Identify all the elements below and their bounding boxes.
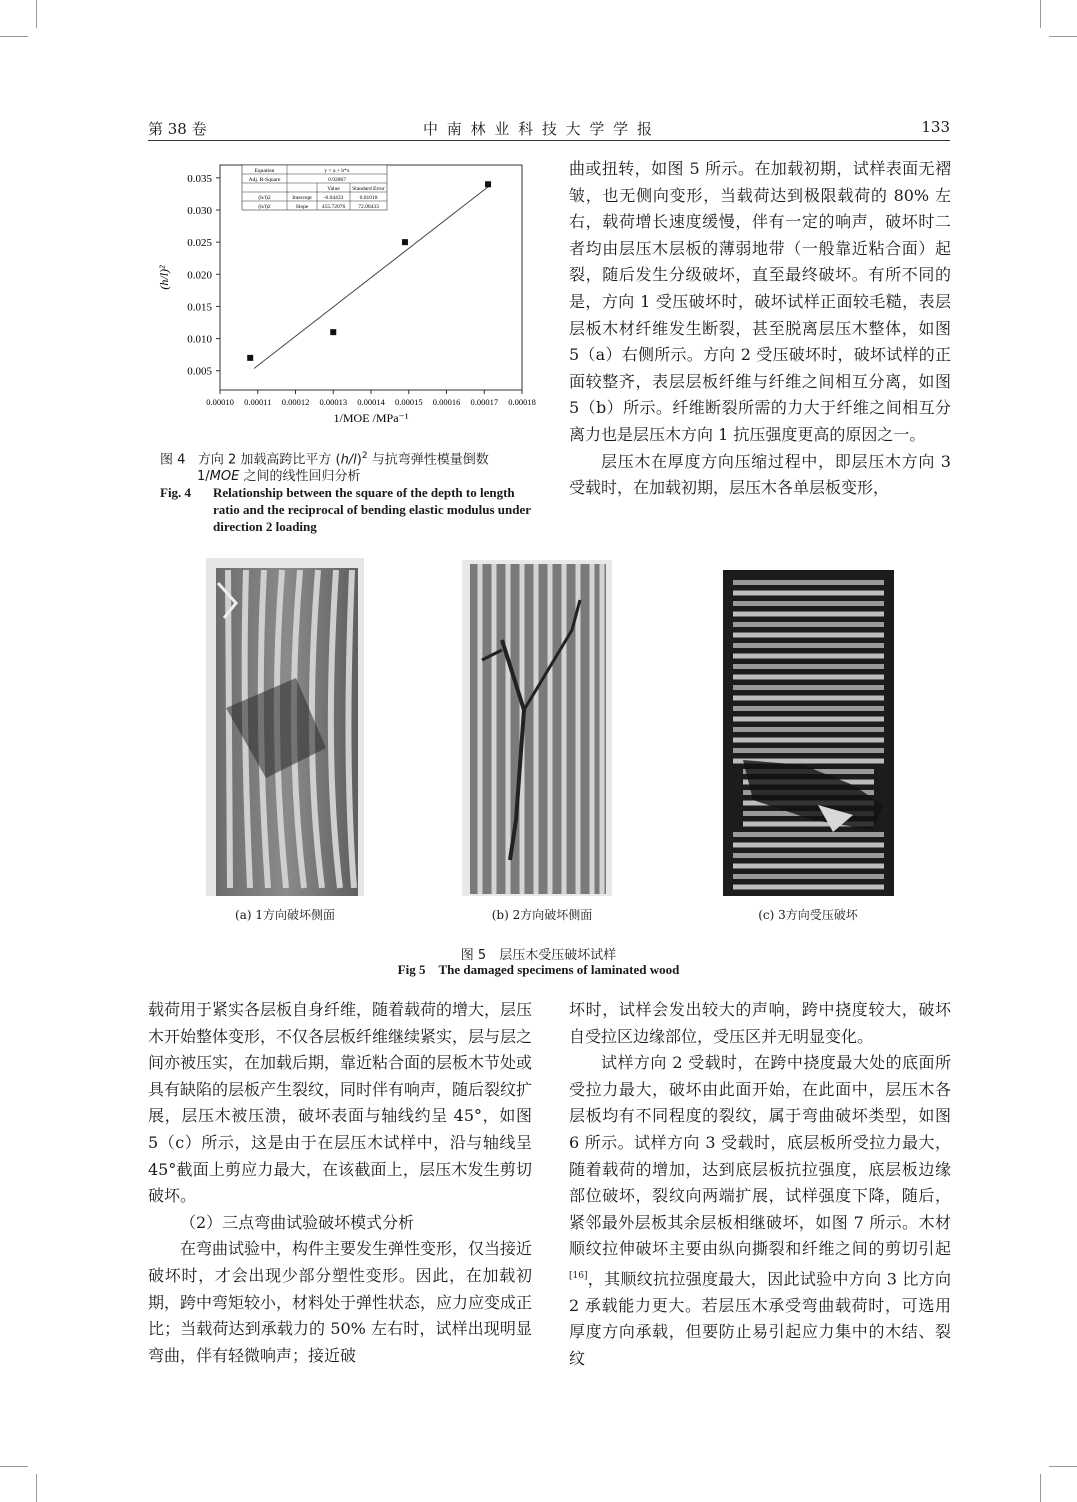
ply-layer <box>733 664 884 669</box>
paragraph: 在弯曲试验中，构件主要发生弹性变形，仅当接近破坏时，才会出现少部分塑性变形。因此，在加载初期，跨中弯矩较小，材料处于弹性状态，应力应变成正比；当载荷达到承载力的 50% 左右时，试样出现明显弯曲，伴有轻微响声；接近破 <box>148 1239 533 1365</box>
crop-mark <box>0 36 28 37</box>
fig4-caption-text: 与抗弯弹性模量倒数 <box>367 452 489 468</box>
y-tick-label: 0.010 <box>187 333 212 346</box>
table-cell: 455.72076 <box>321 204 346 210</box>
fig4-caption-en-label: Fig. 4 <box>160 485 192 500</box>
crop-mark <box>36 0 37 28</box>
fig4-chart <box>145 150 545 430</box>
fig4-caption-text: 方向 2 加载高跨比平方 ( <box>197 452 341 468</box>
ply-layer <box>733 622 884 627</box>
crop-mark <box>36 1474 37 1502</box>
x-tick-label: 0.00017 <box>470 397 499 407</box>
table-cell: Adj. R-Square <box>248 177 281 183</box>
table-cell: Intercept <box>292 195 312 201</box>
ply-layer <box>733 738 884 743</box>
ply-layer <box>733 717 884 722</box>
header-page-number: 133 <box>921 118 950 136</box>
ply-layer <box>733 685 884 690</box>
data-point <box>247 355 253 361</box>
ply-layer <box>733 580 884 585</box>
fig4-caption-zh: 图 4 方向 2 加载高跨比平方 $(h/l)^2$ 与抗弯弹性模量倒数 1/MOE 之间的线性回归分析 <box>160 451 489 485</box>
ply-layer <box>733 654 884 659</box>
table-cell: Standard Error <box>352 186 385 192</box>
y-tick-label: 0.020 <box>187 269 212 282</box>
paragraph: 载荷用于紧实各层板自身纤维，随着载荷的增大，层压木开始整体变形，不仅各层板纤维继续紧实，层与层之间亦被压实，在加载后期，靠近粘合面的层板木节处或具有缺陷的层板产生裂纹，同时伴有响声，随后裂纹扩展，层压木被压溃，破坏表面与轴线约呈 45°，如图 5（c）所示，这是由于在层压木试样中，沿与轴线呈 45°截面上剪应力最大，在该截面上，层压木发生剪切破坏。 <box>148 1000 533 1206</box>
data-point <box>330 329 336 335</box>
header-rule <box>148 140 950 141</box>
fig5-caption-zh: 图 5 层压木受压破坏试样 <box>460 948 617 963</box>
fig4-caption-var: 1/ <box>197 469 210 485</box>
x-tick-label: 0.00015 <box>394 397 423 407</box>
header-volume: 第 38 卷 <box>148 120 207 138</box>
x-tick-label: 0.00010 <box>206 397 234 407</box>
table-cell: 0.01018 <box>359 195 378 201</box>
left-column-bottom <box>148 997 532 1369</box>
fig5-photo-a <box>206 558 364 896</box>
crop-mark <box>1049 36 1077 37</box>
x-tick-label: 0.00013 <box>319 397 348 407</box>
ply-layer <box>733 853 884 858</box>
table-cell: (h/l)2 <box>258 195 271 201</box>
citation-ref: [16] <box>569 1270 588 1281</box>
ply-layer <box>733 706 884 711</box>
fig4-caption-en-text: Relationship between the square of the depth to length ratio and the reciprocal of bending elastic modulus under direction 2 loading <box>213 485 531 534</box>
x-tick-label: 0.00011 <box>244 397 272 407</box>
paragraph: 坏时，试样会发出较大的声响，跨中挠度较大，破坏自受拉区边缘部位，受压区并无明显变化。 <box>569 1000 951 1046</box>
paragraph: 层压木在厚度方向压缩过程中，即层压木方向 3 受载时，在加载初期，层压木各单层板变形， <box>569 451 951 498</box>
fig4-caption-var: MOE <box>209 469 240 485</box>
table-cell: Slope <box>295 204 309 210</box>
crop-mark <box>1040 1474 1041 1502</box>
header-journal: 中 南 林 业 科 技 大 学 学 报 <box>423 120 654 138</box>
fig4-caption-var: h/l <box>340 452 357 468</box>
y-tick-label: 0.030 <box>187 205 212 217</box>
x-axis-label: 1/MOE /MPa⁻¹ <box>333 411 409 425</box>
crop-mark <box>0 1466 28 1467</box>
data-point <box>485 181 491 187</box>
ply-layer <box>733 832 884 837</box>
fig5-sublabel-b: (b) 2方向破坏侧面 <box>491 908 593 922</box>
crop-mark <box>1040 0 1041 28</box>
table-cell: 0.92867 <box>328 177 346 183</box>
paragraph: 曲或扭转，如图 5 所示。在加载初期，试样表面无褶皱，也无侧向变形，当载荷达到极限载荷的 80% 左右，载荷增长速度缓慢，伴有一定的响声，破坏时二者均由层压木层板的薄弱地带（一般靠近粘合面）起裂，随后发生分级破坏，直至最终破坏。有所不同的是，方向 1 受压破坏时，破坏试样正面较毛糙，表层层板木材纤维发生断裂，甚至脱离层压木整体，如图 5（a）右侧所示。方向 2 受压破坏时，破坏试样的正面较整齐，表层层板纤维与纤维之间相互分离，如图 5（b）所示。纤维断裂所需的力大于纤维之间相互分离力也是层压木方向 1 抗压强度更高的原因之一。 <box>569 159 951 444</box>
ply-layer <box>733 748 884 753</box>
x-tick-label: 0.00012 <box>281 397 310 407</box>
table-cell: y = a + b*x <box>324 168 350 174</box>
y-tick-label: 0.015 <box>187 301 212 314</box>
paragraph-text: 试样方向 2 受载时，在跨中挠度最大处的底面所受拉力最大，破坏由此面开始，在此面中，层压木各层板均有不同程度的裂纹，属于弯曲破坏类型，如图 6 所示。试样方向 3 受载时，底层板所受拉力最大，随着载荷的增加，达到底层板抗拉强度，底层板边缘部位破坏，裂纹向两端扩展，试样强度下降，随后，紧邻最外层板其余层板相继破坏，如图 7 所示。木材顺纹拉伸破坏主要由纵向撕裂和纤维之间的剪切引起 <box>569 1053 951 1259</box>
fit-line <box>254 187 488 369</box>
ply-layer <box>733 643 884 648</box>
x-tick-label: 0.00016 <box>432 397 461 407</box>
x-tick-label: 0.00018 <box>508 397 536 407</box>
ply-layer <box>733 843 884 848</box>
fig4-caption-label: 图 4 <box>160 452 186 468</box>
table-cell: 72.00433 <box>358 204 379 210</box>
fig5-photo-c <box>723 570 894 896</box>
table-cell: Value <box>327 186 340 192</box>
fig5-caption-en-label: Fig 5 <box>397 962 426 977</box>
ply-layer <box>733 591 884 596</box>
right-column-top <box>569 156 951 502</box>
fig5-caption-en-text: The damaged specimens of laminated wood <box>438 962 680 977</box>
ply-layer <box>733 874 884 879</box>
paragraph <box>569 1050 951 1372</box>
y-tick-label: 0.035 <box>187 172 212 185</box>
section-heading: （2）三点弯曲试验破坏模式分析 <box>180 1212 415 1232</box>
table-cell: Equation <box>254 168 275 174</box>
ply-layer <box>733 885 884 890</box>
y-tick-label: 0.025 <box>187 237 212 250</box>
y-axis-label: (h/l)² <box>157 265 171 290</box>
ply-layer <box>733 696 884 701</box>
ply-layer <box>733 675 884 680</box>
ply-layer <box>733 727 884 732</box>
ply-layer <box>733 864 884 869</box>
fig5-sublabel-c: (c) 3方向受压破坏 <box>758 908 858 922</box>
ply-layer <box>733 633 884 638</box>
ply-layer <box>733 612 884 617</box>
y-tick-label: 0.005 <box>187 365 212 378</box>
data-point <box>402 239 408 245</box>
x-tick-label: 0.00014 <box>357 397 385 407</box>
fig5-sublabel-a: (a) 1方向破坏侧面 <box>235 908 335 922</box>
right-column-bottom <box>569 997 951 1373</box>
paragraph-text: ，其顺纹抗拉强度最大，因此试验中方向 3 比方向 2 承载能力更大。若层压木承受弯曲载荷时，可选用厚度方向承载，但要防止易引起应力集中的木结、裂纹 <box>569 1269 951 1369</box>
fig5-caption-en <box>0 962 1077 978</box>
fig4-caption-text: 之间的线性回归分析 <box>239 469 361 485</box>
ply-layer <box>733 601 884 606</box>
fig5-photo-b <box>462 560 612 896</box>
table-cell: (h/l)2 <box>258 204 271 210</box>
crop-mark <box>1049 1466 1077 1467</box>
table-cell: -0.04433 <box>323 195 344 201</box>
fig4-caption-sup: 2 <box>361 451 368 461</box>
